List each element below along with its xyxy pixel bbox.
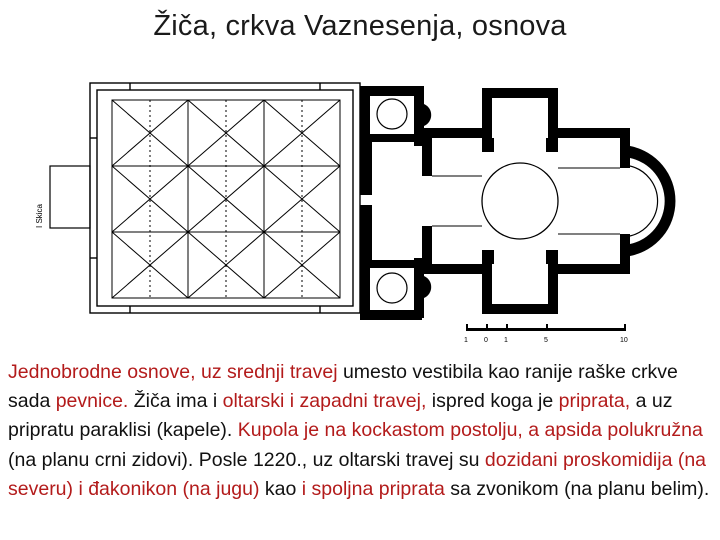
north-chapel-dome [377,99,407,129]
dome-circle [482,163,558,239]
apse [630,146,675,256]
caption-segment: oltarski i zapadni travej, [222,390,427,413]
caption-segment: a uz pripratu paraklisi (kapele). [8,390,673,442]
slide-title: Žiča, crkva Vaznesenja, osnova [153,10,567,42]
floor-plan-drawing [30,78,710,348]
vault-grid [112,100,340,298]
caption-segment: kao [259,477,302,500]
plan-side-label: I Skica [35,203,44,228]
caption-segment: Žiča ima i [128,390,223,413]
caption-segment: umesto vestibila kao ranije raške crkve sada [8,361,678,413]
caption-segment: Jednobrodne osnove, uz srednji travej [8,361,338,383]
caption-segment: sa zvonikom (na planu belim). [444,477,710,500]
scale-label: 5 [544,337,548,344]
caption-segment: i spoljna priprata [301,477,445,500]
black-walls [360,86,630,320]
scale-label: 1 [464,337,468,344]
scale-label: 10 [620,337,628,344]
caption-segment: dozidani proskomidija (na severu) i đakonikon (na jugu) [8,448,707,500]
scale-bar [464,324,628,344]
description-text [8,358,714,504]
scale-label: 1 [504,337,508,344]
caption-segment: ispred koga je [426,390,559,413]
caption-segment: (na planu crni zidovi). Posle 1220., uz oltarski travej su [8,448,485,471]
bell-tower-base [50,166,90,228]
south-chapel-dome [377,273,407,303]
scale-label: 0 [484,337,488,344]
caption-segment: priprata, [558,390,631,413]
caption-segment: Kupola je na kockastom postolju, a apsida polukružna [237,419,703,442]
caption-segment: pevnice. [55,390,129,413]
